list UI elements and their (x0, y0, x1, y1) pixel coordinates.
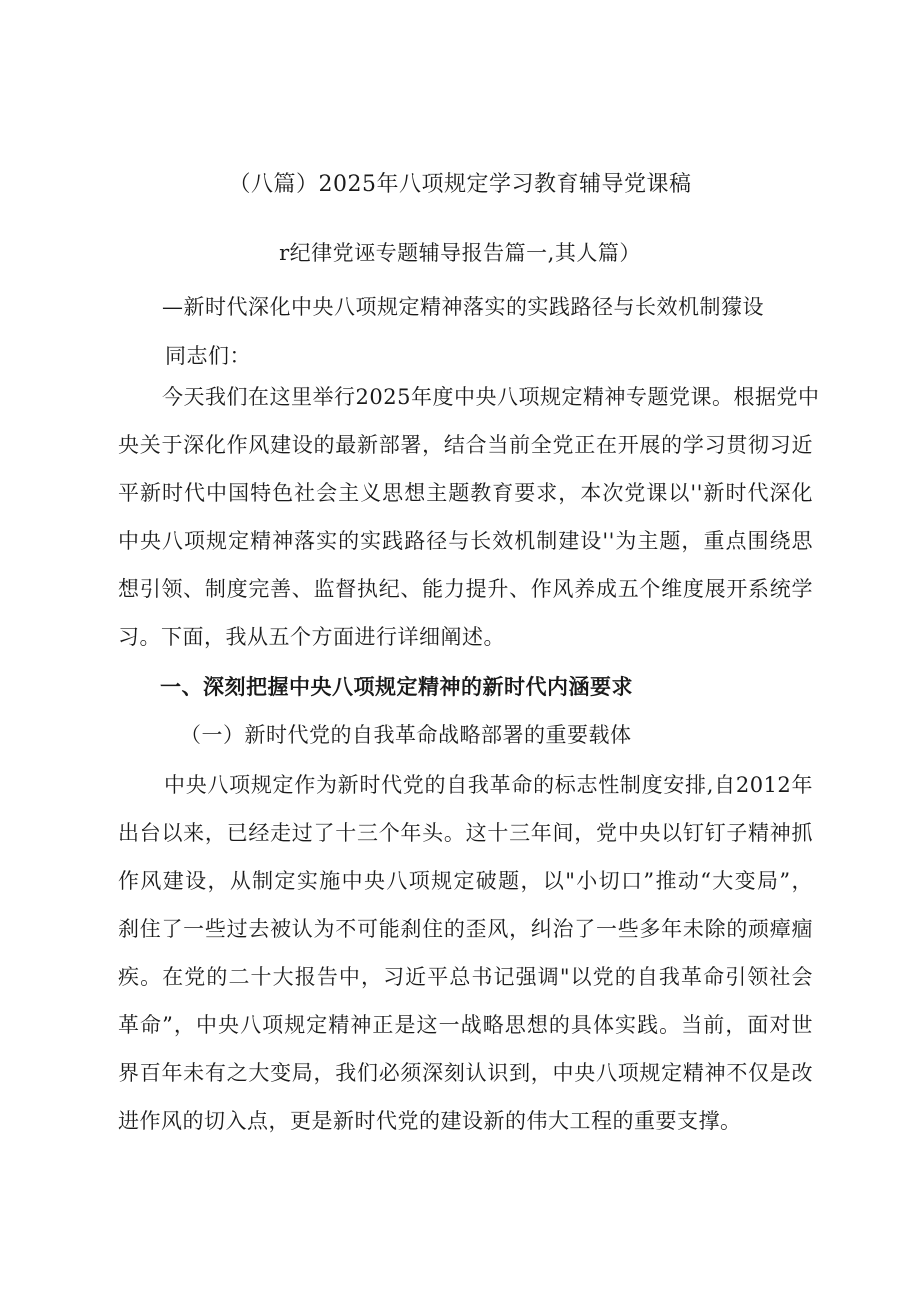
intro-line-1: 今天我们在这里举行2025年度中央八项规定精神专题党课。根据党中 (162, 385, 820, 409)
document-title: （八篇）2025年八项规定学习教育辅导党课稿 (228, 172, 692, 197)
para1-line-5: 疾。在党的二十大报告中，习近平总书记强调"以党的自我革命引领社会 (118, 965, 813, 989)
para1-line-4: 刹住了一些过去被认为不可能刹住的歪风，纠治了一些多年未除的顽瘴痼 (118, 917, 813, 941)
document-subtitle: r纪律党诬专题辅导报告篇一,其人篇） (279, 241, 641, 265)
intro-line-2: 央关于深化作风建设的最新部署，结合当前全党正在开展的学习贯彻习近 (118, 433, 813, 457)
intro-line-3: 平新时代中国特色社会主义思想主题教育要求，本次党课以''新时代深化 (118, 481, 813, 505)
intro-line-4: 中央八项规定精神落实的实践路径与长效机制建设''为主题，重点围绕思 (118, 529, 813, 553)
para1-line-2: 出台以来，已经走过了十三个年头。这十三年间，党中央以钉钉子精神抓 (118, 821, 813, 845)
subsection-1-heading: （一）新时代党的自我革命战略部署的重要载体 (180, 723, 632, 747)
salutation: 同志们： (165, 344, 251, 368)
dash-subtitle: —新时代深化中央八项规定精神落实的实践路径与长效机制獴设 (162, 295, 764, 319)
intro-line-5: 想引领、制度完善、监督执纪、能力提升、作风养成五个维度展开系统学 (118, 577, 813, 601)
para1-line-7: 界百年未有之大变局，我们必须深刻认识到，中央八项规定精神不仅是改 (118, 1061, 813, 1085)
para1-line-6: 革命”，中央八项规定精神正是这一战略思想的具体实践。当前，面对世 (118, 1013, 813, 1037)
para1-line-3: 作风建设，从制定实施中央八项规定破题，以"小切口”推动“大变局”， (118, 869, 813, 893)
section-1-heading: 一、深刻把握中央八项规定精神的新时代内涵要求 (160, 675, 633, 699)
para1-line-8: 进作风的切入点，更是新时代党的建设新的伟大工程的重要支撑。 (118, 1109, 742, 1133)
intro-line-6: 习。下面，我从五个方面进行详细阐述。 (118, 625, 505, 649)
para1-line-1: 中央八项规定作为新时代党的自我革命的标志性制度安排,自2012年 (164, 773, 813, 797)
